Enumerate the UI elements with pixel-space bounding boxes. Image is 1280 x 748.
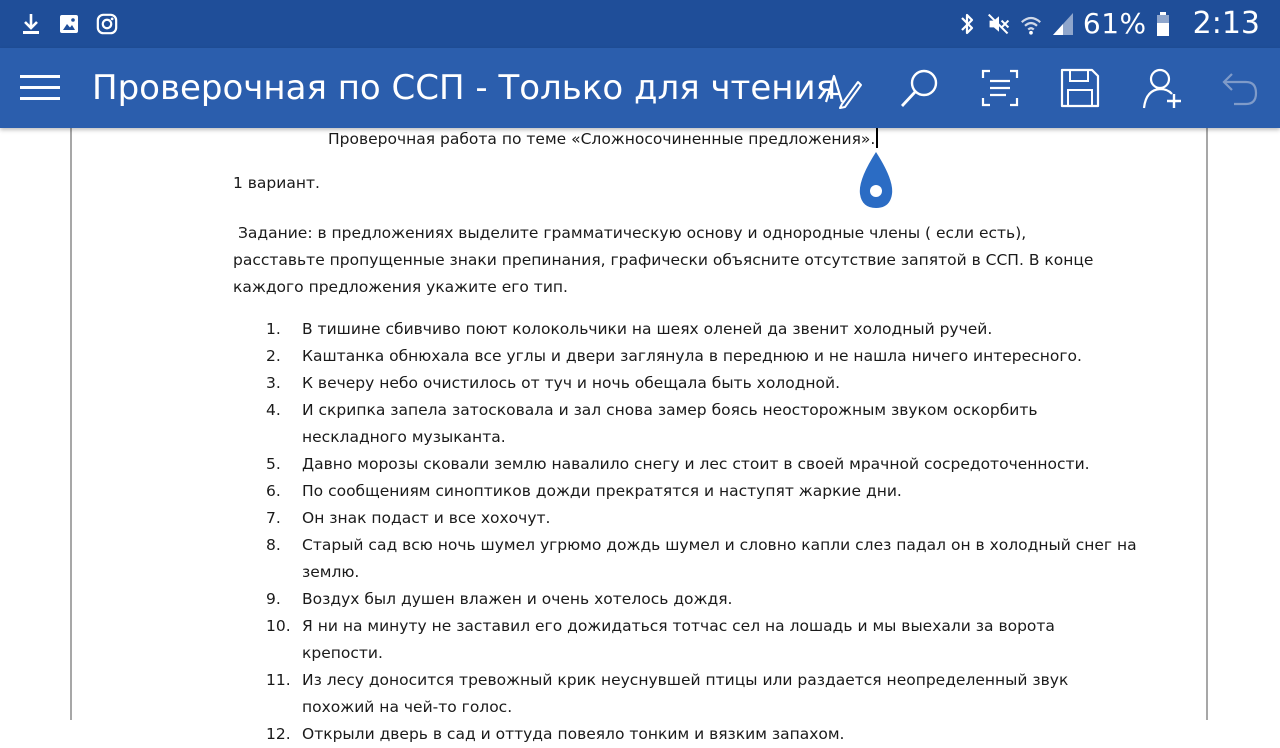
bluetooth-icon bbox=[955, 9, 979, 39]
page-edge-left bbox=[70, 128, 72, 720]
item-number: 10. bbox=[266, 617, 291, 635]
signal-icon bbox=[1051, 9, 1075, 39]
item-number: 7. bbox=[266, 509, 281, 527]
notification-icons bbox=[20, 12, 118, 36]
heading-text: Проверочная работа по теме «Сложносочиненные предложения». bbox=[328, 130, 876, 148]
clock: 2:13 bbox=[1192, 6, 1260, 41]
mute-icon bbox=[987, 9, 1011, 39]
list-item[interactable] bbox=[260, 316, 1140, 343]
undo-icon bbox=[1218, 66, 1262, 110]
undo-button[interactable] bbox=[1218, 66, 1262, 110]
share-icon bbox=[1140, 66, 1184, 110]
item-text: Из лесу доносится тревожный крик неуснувшей птицы или раздается неопределенный звук похожий на чей-то голос. bbox=[302, 671, 1069, 716]
list-item[interactable] bbox=[260, 478, 1140, 505]
item-number: 12. bbox=[266, 725, 291, 743]
item-text: Открыли дверь в сад и оттуда повеяло тонким и вязким запахом. bbox=[302, 725, 845, 743]
text-cursor bbox=[876, 128, 878, 148]
reading-view-button[interactable] bbox=[978, 66, 1022, 110]
item-text: Каштанка обнюхала все углы и двери заглянула в переднюю и не нашла ничего интересного. bbox=[302, 347, 1082, 365]
list-item[interactable] bbox=[260, 613, 1140, 667]
item-text: Давно морозы сковали землю навалило снегу и лес стоит в своей мрачной сосредоточенности. bbox=[302, 455, 1090, 473]
search-button[interactable] bbox=[898, 66, 942, 110]
image-icon bbox=[58, 12, 80, 36]
item-text: В тишине сбивчиво поют колокольчики на шеях оленей да звенит холодный ручей. bbox=[302, 320, 993, 338]
task-paragraph[interactable]: Задание: в предложениях выделите грамматическую основу и однородные члены ( если есть), расставьте пропущенные знаки препинания, графически объясните отсутствие запятой в ССП. В конце каждого предложения укажите его тип. bbox=[233, 224, 1099, 296]
search-icon bbox=[898, 66, 942, 110]
list-item[interactable] bbox=[260, 505, 1140, 532]
battery-percent: 61% bbox=[1082, 7, 1147, 40]
list-item[interactable] bbox=[260, 721, 1140, 748]
edit-icon bbox=[820, 66, 864, 110]
edit-button[interactable] bbox=[820, 66, 864, 110]
wifi-icon bbox=[1019, 9, 1043, 39]
document-heading[interactable] bbox=[328, 128, 878, 148]
item-text: Старый сад всю ночь шумел угрюмо дождь шумел и словно капли слез падал он в холодный снег на землю. bbox=[302, 536, 1137, 581]
battery-icon bbox=[1155, 9, 1171, 39]
item-number: 5. bbox=[266, 455, 281, 473]
item-text: К вечеру небо очистилось от туч и ночь обещала быть холодной. bbox=[302, 374, 841, 392]
hamburger-menu-button[interactable] bbox=[18, 72, 62, 104]
list-item[interactable] bbox=[260, 370, 1140, 397]
item-text: И скрипка запела затосковала и зал снова замер боясь неосторожным звуком оскорбить нескладного музыканта. bbox=[302, 401, 1038, 446]
list-item[interactable] bbox=[260, 343, 1140, 370]
system-indicators bbox=[955, 6, 1260, 41]
variant-label[interactable]: 1 вариант. bbox=[233, 174, 320, 192]
list-item[interactable] bbox=[260, 532, 1140, 586]
item-number: 4. bbox=[266, 401, 281, 419]
reading-view-icon bbox=[978, 66, 1022, 110]
list-item[interactable] bbox=[260, 451, 1140, 478]
item-text: Я ни на минуту не заставил его дожидаться тотчас сел на лошадь и мы выехали за ворота крепости. bbox=[302, 617, 1055, 662]
item-number: 8. bbox=[266, 536, 281, 554]
item-number: 3. bbox=[266, 374, 281, 392]
list-item[interactable] bbox=[260, 397, 1140, 451]
document-canvas[interactable] bbox=[0, 128, 1280, 743]
item-text: По сообщениям синоптиков дожди прекратятся и наступят жаркие дни. bbox=[302, 482, 902, 500]
list-item[interactable] bbox=[260, 586, 1140, 613]
item-text: Воздух был душен влажен и очень хотелось дождя. bbox=[302, 590, 733, 608]
page-edge-right bbox=[1206, 128, 1208, 720]
instagram-icon bbox=[96, 12, 118, 36]
item-number: 6. bbox=[266, 482, 281, 500]
list-item[interactable] bbox=[260, 667, 1140, 721]
document-title: Проверочная по ССП - Только для чтения bbox=[92, 68, 837, 108]
item-number: 1. bbox=[266, 320, 281, 338]
share-button[interactable] bbox=[1140, 66, 1184, 110]
save-icon bbox=[1058, 66, 1102, 110]
item-number: 2. bbox=[266, 347, 281, 365]
item-number: 9. bbox=[266, 590, 281, 608]
download-icon bbox=[20, 12, 42, 36]
item-number: 11. bbox=[266, 671, 291, 689]
status-bar bbox=[0, 0, 1280, 48]
app-bar bbox=[0, 48, 1280, 128]
item-text: Он знак подаст и все хохочут. bbox=[302, 509, 551, 527]
exercise-list bbox=[260, 316, 1140, 748]
save-button[interactable] bbox=[1058, 66, 1102, 110]
selection-handle[interactable] bbox=[856, 150, 896, 212]
